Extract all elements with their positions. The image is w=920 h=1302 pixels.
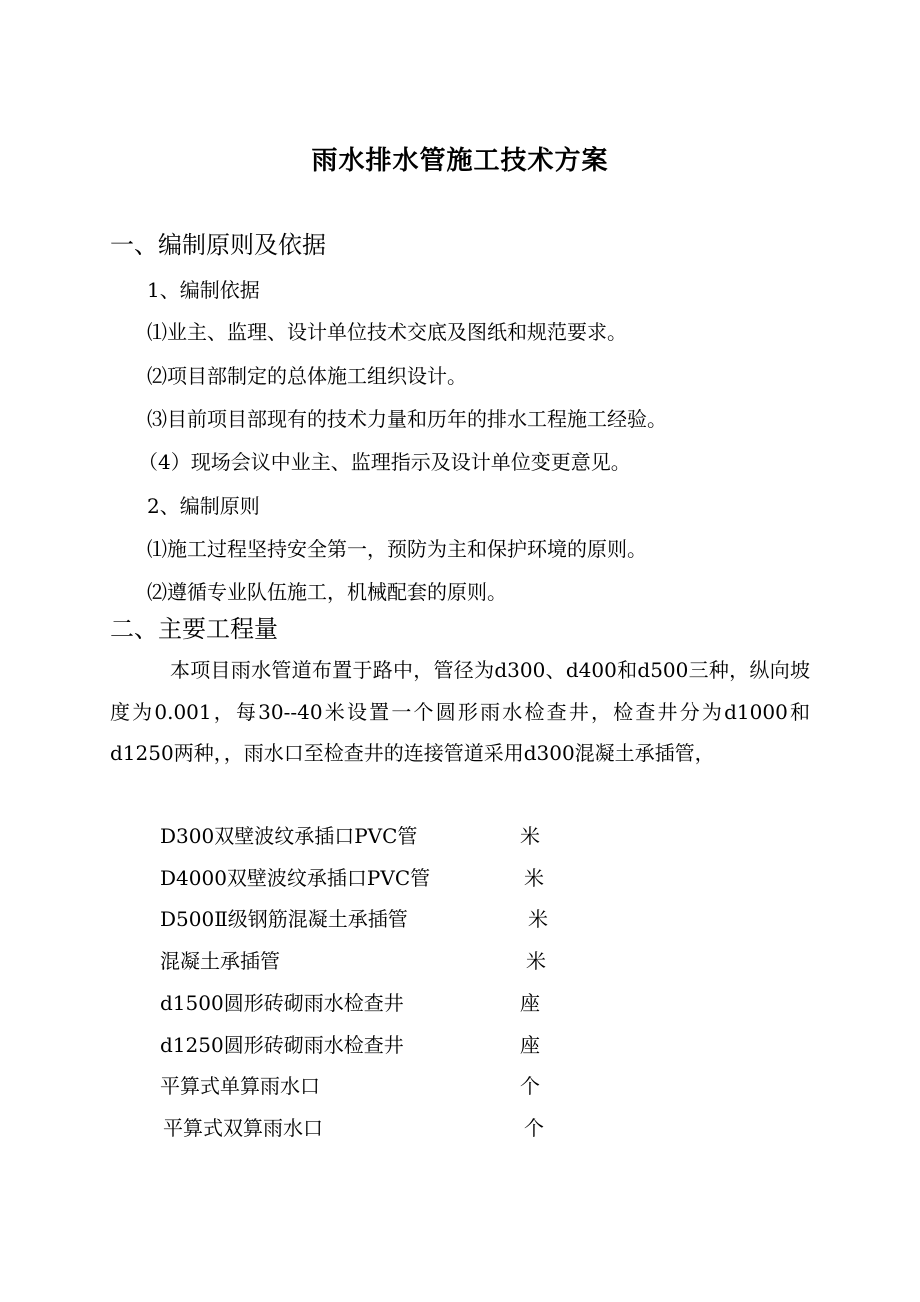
quantity-item-name: D4000双壁波纹承插口PVC管	[160, 866, 431, 890]
quantity-item-name: 平算式单算雨水口	[160, 1074, 320, 1098]
quantity-item-unit: 个	[520, 1074, 540, 1098]
quantity-item-name: D500Ⅱ级钢筋混凝土承插管	[160, 907, 408, 931]
section-1-heading: 一、编制原则及依据	[110, 231, 326, 259]
quantity-item-unit: 米	[528, 907, 548, 931]
quantity-item-name: d1500圆形砖砌雨水检查井	[160, 991, 404, 1015]
principle-item-1: ⑴施工过程坚持安全第一，预防为主和保护环境的原则。	[147, 537, 647, 561]
quantities-paragraph: 本项目雨水管道布置于路中，管径为d300、d400和d500三种，纵向坡度为0.001，每30--40米设置一个圆形雨水检查井，检查井分为d1000和d1250两种，，雨水口至检查井的连接管道采用d300混凝土承插管，	[110, 658, 810, 766]
quantity-item-name: 平算式双算雨水口	[163, 1116, 323, 1140]
quantity-item-name: 混凝土承插管	[160, 949, 280, 973]
quantity-item-unit: 米	[526, 949, 546, 973]
quantity-item-name: D300双壁波纹承插口PVC管	[160, 824, 418, 848]
quantity-item-unit: 个	[524, 1116, 544, 1140]
principle-item-2: ⑵遵循专业队伍施工，机械配套的原则。	[147, 580, 507, 604]
document-title: 雨水排水管施工技术方案	[311, 146, 609, 176]
quantity-item-unit: 座	[520, 1033, 540, 1057]
basis-item-1: ⑴业主、监理、设计单位技术交底及图纸和规范要求。	[147, 320, 627, 344]
basis-item-2: ⑵项目部制定的总体施工组织设计。	[147, 364, 467, 388]
basis-item-4: （4）现场会议中业主、监理指示及设计单位变更意见。	[138, 450, 631, 474]
quantity-item-unit: 座	[520, 991, 540, 1015]
quantity-item-unit: 米	[524, 866, 544, 890]
quantity-item-name: d1250圆形砖砌雨水检查井	[160, 1033, 404, 1057]
basis-item-3: ⑶目前项目部现有的技术力量和历年的排水工程施工经验。	[147, 407, 667, 431]
quantity-item-unit: 米	[520, 824, 540, 848]
subsection-1-1-heading: 1、编制依据	[147, 278, 260, 302]
subsection-1-2-heading: 2、编制原则	[147, 494, 260, 518]
section-2-heading: 二、主要工程量	[110, 615, 278, 643]
